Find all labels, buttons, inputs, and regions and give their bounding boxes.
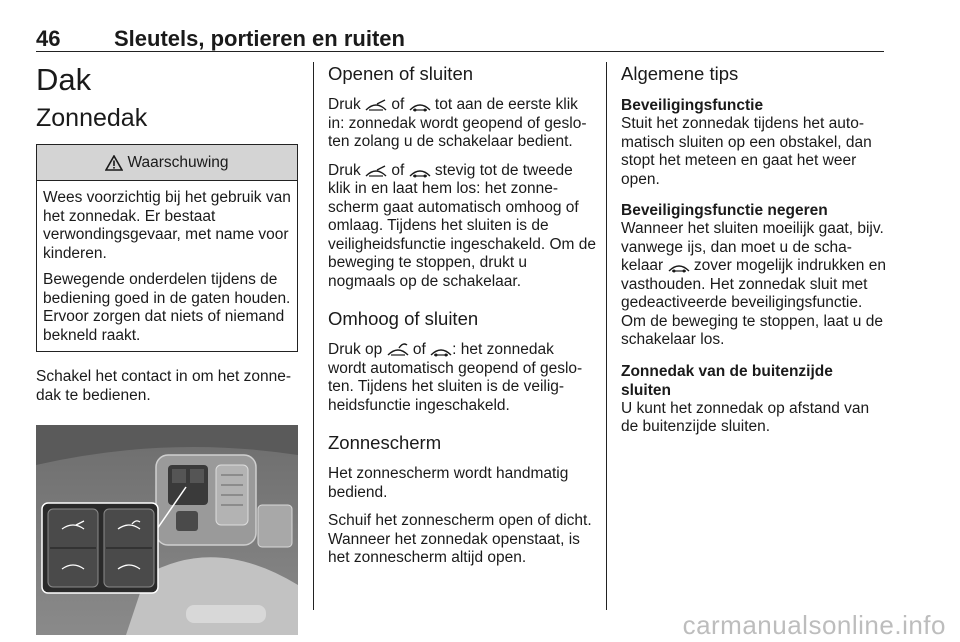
sunroof-close-icon [409,164,431,178]
paragraph: Schuif het zonnescherm open of dicht. Wanneer het zonnedak openstaat, is het zonnescherm altijd open. [328,512,592,566]
roof-console-photo [36,425,298,635]
sunroof-tilt-icon [387,341,409,357]
column-divider [606,62,607,610]
heading-tilt-close: Omhoog of sluiten [328,308,479,329]
paragraph: Druk of stevig tot de tweede klik in en laat hem los: het zonnescherm gaat automatisch omhoog of omlaag. Tijdens het sluiten is de veiligheidsfunctie ingeschakeld. Om de beweging te stoppen, drukt u nogmaals op de schakelaar. [328,161,596,290]
sunroof-close-icon [668,259,690,273]
sunroof-open-icon [365,164,387,178]
section-title: Dak [36,62,92,97]
warning-text: Bewegende onderdelen tijdens de bediening goed in de gaten houden. Ervoor zorgen dat niets of niemand bekneld raakt. [43,271,291,344]
warning-text: Wees voorzichtig bij het gebruik van het zonnedak. Er bestaat verwondingsgevaar, met name voor kinderen. [43,189,291,262]
warning-triangle-icon [105,155,123,171]
intro-text: Schakel het contact in om het zonnedak te bedienen. [36,368,292,404]
heading-general-tips: Algemene tips [621,63,739,84]
subheading: Beveiligingsfunctie negeren [621,202,828,219]
column-3 [621,62,887,447]
paragraph: U kunt het zonnedak op afstand van de buitenzijde sluiten. [621,399,870,435]
paragraph: Wanneer het sluiten moeilijk gaat, bijv. vanwege ijs, dan moet u de schakelaar zover mogelijk indrukken en vasthouden. Het zonnedak sluit met gedeactiveerde beveiligingsfunctie. Om de beweging te stoppen, laat u de schakelaar los. [621,220,886,348]
paragraph: Druk of tot aan de eerste klik in: zonnedak wordt geopend of gesloten zolang u de schakelaar bedient. [328,96,587,150]
chapter-title: Sleutels, portieren en ruiten [114,26,405,51]
warning-header [37,145,297,181]
paragraph: Het zonnescherm wordt handmatig bediend. [328,465,569,501]
watermark: carmanualsonline.info [682,610,946,640]
paragraph: Druk op of : het zonnedak wordt automatisch geopend of gesloten. Tijdens het sluiten is de veiligheidsfunctie ingeschakeld. [328,341,583,414]
sunroof-close-icon [430,343,452,357]
heading-sunshade: Zonnescherm [328,432,442,453]
page-number: 46 [36,26,61,51]
subsection-title: Zonnedak [36,104,148,132]
column-divider [313,62,314,610]
heading-open-close: Openen of sluiten [328,63,474,84]
warning-body [37,181,297,351]
warning-label: Waarschuwing [127,153,229,171]
warning-box [36,144,298,352]
sunroof-close-icon [409,98,431,112]
subheading: Beveiligingsfunctie [621,97,764,114]
column-2 [328,62,596,578]
sunroof-open-icon [365,98,387,112]
paragraph: Stuit het zonnedak tijdens het automatisch sluiten op een obstakel, dan stopt het meteen en gaat het weer open. [621,115,872,188]
column-1 [36,62,298,635]
page-header [36,22,884,52]
subheading: Zonnedak van de buitenzijde sluiten [621,362,833,399]
